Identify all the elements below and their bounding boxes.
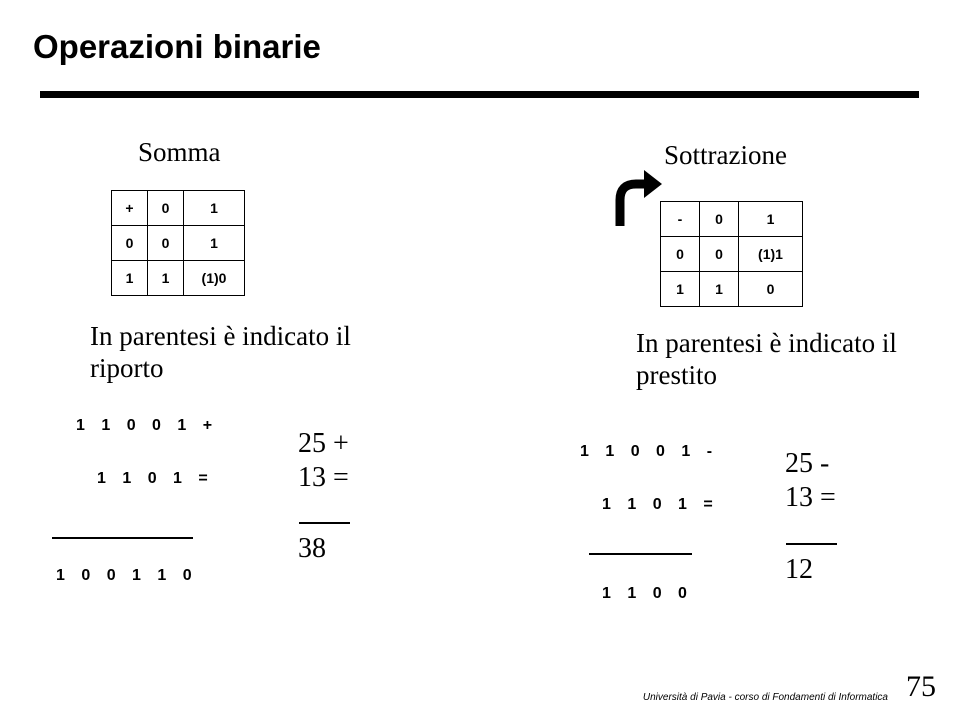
table-cell: 0 xyxy=(148,191,184,226)
table-cell: 1 xyxy=(112,261,148,296)
curved-arrow-icon xyxy=(612,166,664,233)
sub-binary-operand-b: 1 1 0 1 = xyxy=(602,496,719,513)
table-row xyxy=(661,272,803,307)
table-cell: (1)1 xyxy=(739,237,803,272)
table-cell: 0 xyxy=(739,272,803,307)
table-cell: 0 xyxy=(112,226,148,261)
sub-binary-operand-a: 1 1 0 0 1 - xyxy=(580,443,719,460)
sub-heading: Sottrazione xyxy=(664,140,787,170)
sum-binary-result: 1 0 0 1 1 0 xyxy=(56,567,198,584)
sub-table xyxy=(660,201,803,307)
page-number: 75 xyxy=(906,670,936,703)
sum-binary-result-line xyxy=(52,537,193,539)
sum-table xyxy=(111,190,245,296)
sub-binary-result-line xyxy=(589,553,692,555)
title-divider xyxy=(40,91,919,98)
sum-decimal-operand-a: 25 + xyxy=(298,428,349,459)
table-cell: 1 xyxy=(184,226,245,261)
table-row xyxy=(112,191,245,226)
table-cell: 1 xyxy=(661,272,700,307)
table-cell: + xyxy=(112,191,148,226)
sub-decimal-result: 12 xyxy=(785,554,813,585)
sum-binary-operand-b: 1 1 0 1 = xyxy=(97,470,214,487)
table-cell: 0 xyxy=(148,226,184,261)
footer-text: Università di Pavia - corso di Fondamenti di Informatica xyxy=(642,692,888,703)
sub-decimal-operand-a: 25 - xyxy=(785,448,830,479)
sub-decimal-operand-b: 13 = xyxy=(785,482,836,513)
sum-heading: Somma xyxy=(138,137,221,167)
table-cell: 1 xyxy=(700,272,739,307)
table-cell: 0 xyxy=(700,237,739,272)
sum-decimal-operand-b: 13 = xyxy=(298,462,349,493)
page-title: Operazioni binarie xyxy=(33,28,321,65)
table-cell: 1 xyxy=(739,202,803,237)
table-row xyxy=(112,226,245,261)
table-cell: 1 xyxy=(184,191,245,226)
table-cell: 1 xyxy=(148,261,184,296)
sum-binary-operand-a: 1 1 0 0 1 + xyxy=(76,417,219,434)
sum-decimal-result: 38 xyxy=(298,533,326,564)
sub-binary-result: 1 1 0 0 xyxy=(602,585,693,602)
table-cell: - xyxy=(661,202,700,237)
sum-decimal-result-line xyxy=(299,522,350,524)
table-row xyxy=(112,261,245,296)
sum-note: In parentesi è indicato il riporto xyxy=(90,321,351,383)
table-cell: 0 xyxy=(661,237,700,272)
table-row xyxy=(661,237,803,272)
table-cell: (1)0 xyxy=(184,261,245,296)
table-row xyxy=(661,202,803,237)
sub-note: In parentesi è indicato il prestito xyxy=(636,328,897,390)
table-cell: 0 xyxy=(700,202,739,237)
sub-decimal-result-line xyxy=(786,543,837,545)
